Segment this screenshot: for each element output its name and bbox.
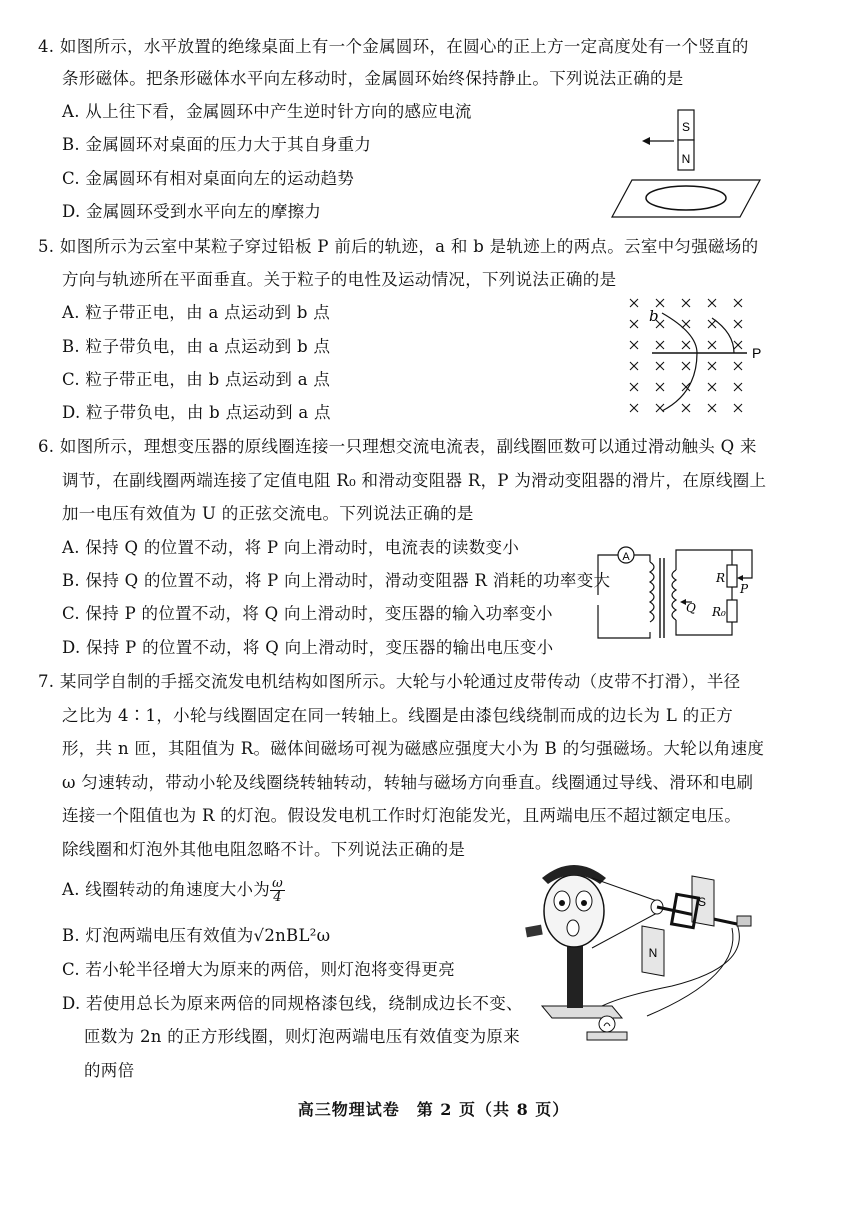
q7-option-d-line1: D. 若使用总长为原来两倍的同规格漆包线，绕制成边长不变、	[62, 994, 523, 1013]
q7-stem-line5: 连接一个阻值也为 R 的灯泡。假设发电机工作时灯泡能发光，且两端电压不超过额定电压。	[62, 806, 742, 825]
q7-option-d-line3: 的两倍	[84, 1061, 135, 1080]
q6-fig-ammeter-label: A	[622, 551, 630, 563]
q4-fig-n-label: N	[681, 152, 691, 166]
q6-fig-r-label: R	[716, 571, 726, 585]
q6-option-b: B. 保持 Q 的位置不动，将 P 向上滑动时，滑动变阻器 R 消耗的功率变大	[62, 571, 611, 590]
q6-figure	[592, 540, 767, 645]
q5-figure	[622, 293, 772, 425]
magnetic-field-crosses	[630, 299, 742, 412]
q6-stem-line2: 调节，在副线圈两端连接了定值电阻 R₀ 和滑动变阻器 R，P 为滑动变阻器的滑片，在原线圈上	[62, 471, 767, 490]
q5-stem-line1: 5. 如图所示为云室中某粒子穿过铅板 P 前后的轨迹，a 和 b 是轨迹上的两点。云室中匀强磁场的	[38, 237, 759, 256]
q6-fig-r0-label: R₀	[712, 605, 726, 619]
q4-option-b: B. 金属圆环对桌面的压力大于其自身重力	[62, 135, 372, 154]
q7-option-a-fraction: $\frac{\omega}{4}$	[272, 876, 284, 905]
q5-fig-b-label: b	[649, 307, 659, 325]
q7-option-c: C. 若小轮半径增大为原来的两倍，则灯泡将变得更亮	[62, 960, 456, 979]
q4-fig-s-label: S	[681, 120, 691, 134]
q7-option-b: B. 灯泡两端电压有效值为√2nBL²ω	[62, 926, 331, 945]
q7-option-a-text: A. 线圈转动的角速度大小为	[62, 880, 271, 899]
q6-stem-line3: 加一电压有效值为 U 的正弦交流电。下列说法正确的是	[62, 504, 474, 523]
q7-stem-line2: 之比为 4∶1，小轮与线圈固定在同一转轴上。线圈是由漆包线绕制而成的边长为 L 的正方	[62, 706, 734, 725]
q7-stem-line3: 形，共 n 匝，其阻值为 R。磁体间磁场可视为磁感应强度大小为 B 的匀强磁场。大轮以角速度	[62, 739, 765, 758]
q5-option-c: C. 粒子带正电，由 b 点运动到 a 点	[62, 370, 331, 389]
page-footer: 高三物理试卷 第 2 页（共 8 页）	[297, 1100, 570, 1119]
q7-fig-s-label: S	[697, 895, 707, 909]
q6-stem-line1: 6. 如图所示，理想变压器的原线圈连接一只理想交流电流表，副线圈匝数可以通过滑动触头 Q 来	[38, 437, 757, 456]
q4-stem-line2: 条形磁体。把条形磁体水平向左移动时，金属圆环始终保持静止。下列说法正确的是	[62, 69, 684, 88]
q5-stem-line2: 方向与轨迹所在平面垂直。关于粒子的电性及运动情况，下列说法正确的是	[62, 270, 617, 289]
q5-option-d: D. 粒子带负电，由 b 点运动到 a 点	[62, 403, 331, 422]
q7-option-d-line2: 匝数为 2n 的正方形线圈，则灯泡两端电压有效值变为原来	[84, 1027, 521, 1046]
q6-fig-p-label: P	[740, 582, 749, 596]
q5-option-a: A. 粒子带正电，由 a 点运动到 b 点	[62, 303, 331, 322]
q7-option-a	[62, 877, 285, 904]
q4-option-d: D. 金属圆环受到水平向左的摩擦力	[62, 202, 322, 221]
q4-figure	[610, 105, 770, 225]
q4-option-a: A. 从上往下看，金属圆环中产生逆时针方向的感应电流	[62, 102, 472, 121]
q7-stem-line4: ω 匀速转动，带动小轮及线圈绕转轴转动，转轴与磁场方向垂直。线圈通过导线、滑环和电刷	[62, 773, 754, 792]
q7-generator-figure	[522, 856, 772, 1056]
q4-stem-line1: 4. 如图所示，水平放置的绝缘桌面上有一个金属圆环，在圆心的正上方一定高度处有一个竖直的	[38, 37, 749, 56]
q6-fig-q-label: Q	[686, 601, 696, 615]
q7-stem-line6: 除线圈和灯泡外其他电阻忽略不计。下列说法正确的是	[62, 840, 466, 859]
q5-option-b: B. 粒子带负电，由 a 点运动到 b 点	[62, 337, 331, 356]
q7-stem-line1: 7. 某同学自制的手摇交流发电机结构如图所示。大轮与小轮通过皮带传动（皮带不打滑），半径	[38, 672, 741, 691]
q5-fig-p-label: P	[752, 345, 762, 361]
q7-fig-n-label: N	[648, 946, 658, 960]
q6-option-d: D. 保持 P 的位置不动，将 Q 向上滑动时，变压器的输出电压变小	[62, 638, 554, 657]
q4-option-c: C. 金属圆环有相对桌面向左的运动趋势	[62, 169, 355, 188]
q6-option-a: A. 保持 Q 的位置不动，将 P 向上滑动时，电流表的读数变小	[62, 538, 520, 557]
q6-option-c: C. 保持 P 的位置不动，将 Q 向上滑动时，变压器的输入功率变小	[62, 604, 553, 623]
